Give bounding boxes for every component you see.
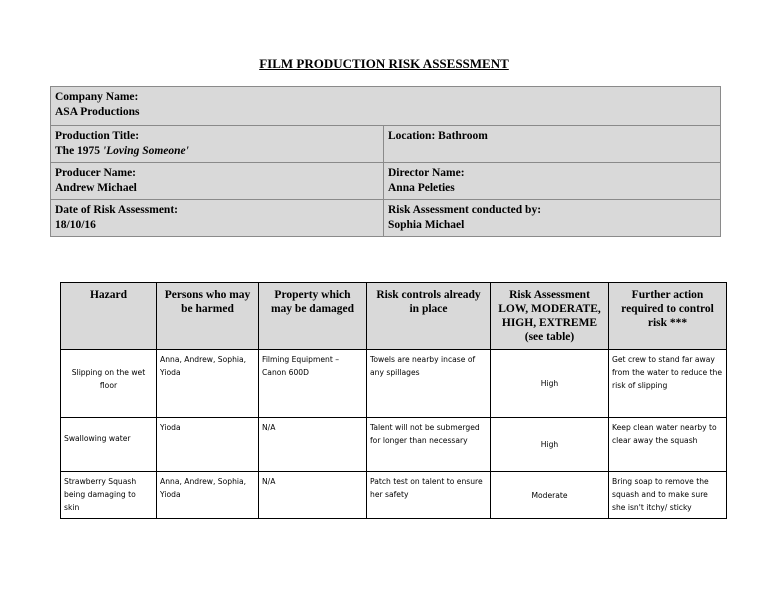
risk-cell: High — [491, 418, 609, 472]
producer-cell — [51, 163, 384, 200]
production-value — [55, 144, 379, 159]
producer-label: Producer Name: — [55, 167, 137, 179]
conducted-value: Sophia Michael — [388, 219, 465, 231]
hazard-header-row — [61, 283, 727, 350]
company-row — [51, 87, 721, 126]
date-value: 18/10/16 — [55, 219, 96, 231]
hazard-cell: Strawberry Squash being damaging to skin — [61, 472, 157, 519]
persons-cell: Anna, Andrew, Sophia, Yioda — [157, 472, 259, 519]
risk-cell: Moderate — [491, 472, 609, 519]
action-cell: Keep clean water nearby to clear away the squash — [609, 418, 727, 472]
production-label: Production Title: — [55, 130, 140, 142]
conducted-cell — [384, 200, 721, 237]
production-row — [51, 126, 721, 163]
document-title: FILM PRODUCTION RISK ASSESSMENT — [259, 56, 509, 71]
director-cell — [384, 163, 721, 200]
producer-row — [51, 163, 721, 200]
header-hazard: Hazard — [61, 283, 157, 350]
property-cell: N/A — [259, 418, 367, 472]
date-cell — [51, 200, 384, 237]
action-cell: Bring soap to remove the squash and to make sure she isn't itchy/ sticky — [609, 472, 727, 519]
conducted-label: Risk Assessment conducted by: — [388, 204, 542, 216]
persons-cell: Yioda — [157, 418, 259, 472]
header-controls: Risk controls already in place — [367, 283, 491, 350]
table-row — [61, 350, 727, 418]
production-prefix: The 1975 — [55, 145, 103, 157]
header-persons: Persons who may be harmed — [157, 283, 259, 350]
producer-value: Andrew Michael — [55, 182, 137, 194]
action-cell: Get crew to stand far away from the water to reduce the risk of slipping — [609, 350, 727, 418]
header-action: Further action required to control risk *** — [609, 283, 727, 350]
director-label: Director Name: — [388, 167, 465, 179]
production-cell — [51, 126, 384, 163]
company-value: ASA Productions — [55, 106, 140, 118]
production-title-text: 'Loving Someone' — [102, 145, 189, 157]
hazard-table — [60, 282, 727, 519]
table-row — [61, 472, 727, 519]
property-cell: Filming Equipment – Canon 600D — [259, 350, 367, 418]
table-row — [61, 418, 727, 472]
controls-cell: Patch test on talent to ensure her safety — [367, 472, 491, 519]
persons-cell: Anna, Andrew, Sophia, Yioda — [157, 350, 259, 418]
risk-cell: High — [491, 350, 609, 418]
date-row — [51, 200, 721, 237]
property-cell: N/A — [259, 472, 367, 519]
company-cell — [51, 87, 721, 126]
hazard-cell: Swallowing water — [61, 418, 157, 472]
header-risk: Risk Assessment LOW, MODERATE, HIGH, EXTREME (see table) — [491, 283, 609, 350]
date-label: Date of Risk Assessment: — [55, 204, 178, 216]
location-cell — [384, 126, 721, 163]
controls-cell: Towels are nearby incase of any spillages — [367, 350, 491, 418]
location-label: Location: — [388, 130, 436, 142]
location-value: Bathroom — [438, 130, 488, 142]
hazard-cell: Slipping on the wet floor — [61, 350, 157, 418]
header-property: Property which may be damaged — [259, 283, 367, 350]
director-value: Anna Peleties — [388, 182, 455, 194]
production-info-table — [50, 86, 721, 237]
controls-cell: Talent will not be submerged for longer than necessary — [367, 418, 491, 472]
company-label: Company Name: — [55, 91, 139, 103]
